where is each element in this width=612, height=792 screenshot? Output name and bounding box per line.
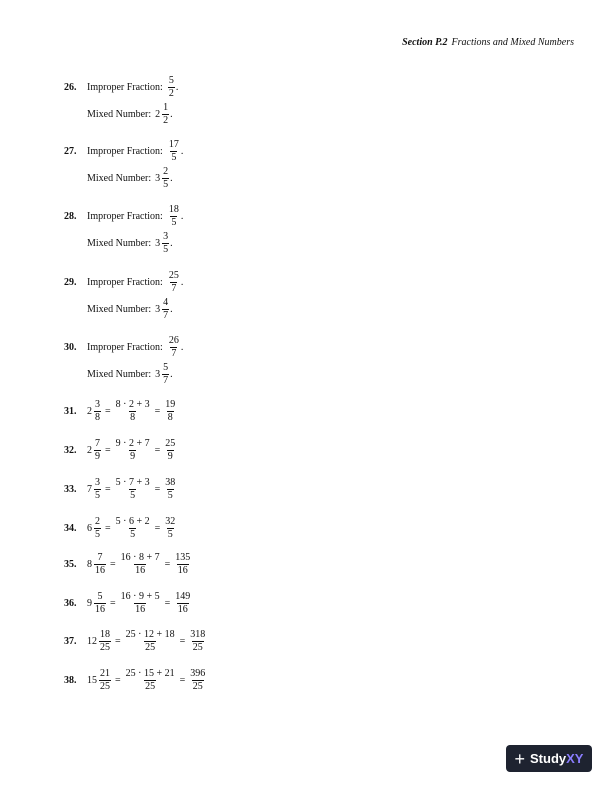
improper-fraction-numerator: 25 (168, 270, 179, 281)
mixed-fraction (162, 103, 169, 126)
expression-fraction (115, 478, 151, 501)
expression-fraction-numerator: 25 · 15 + 21 (125, 668, 175, 679)
improper-fraction (168, 271, 180, 294)
improper-fraction-line (87, 205, 183, 228)
equals-sign: = (154, 445, 161, 456)
mixed-fraction (94, 517, 101, 540)
problem-number: 27. (64, 146, 77, 157)
equals-sign: = (164, 559, 171, 570)
problem-number: 34. (64, 523, 77, 534)
problem-number: 30. (64, 342, 77, 353)
mixed-whole: 8 (87, 559, 92, 570)
mixed-fraction-numerator: 4 (163, 297, 169, 308)
improper-fraction-denominator: 7 (171, 283, 177, 294)
mixed-fraction (162, 167, 169, 190)
result-fraction-denominator: 5 (167, 490, 173, 501)
problem-number: 35. (64, 559, 77, 570)
mixed-fraction-denominator: 2 (163, 115, 169, 126)
mixed-fraction-denominator: 7 (163, 310, 169, 321)
expression-fraction-denominator: 16 (135, 565, 146, 576)
result-fraction-denominator: 25 (192, 642, 203, 653)
equals-sign: = (110, 598, 116, 609)
mixed-fraction-denominator: 9 (95, 451, 100, 462)
result-fraction-denominator: 25 (192, 681, 203, 692)
expression-fraction-denominator: 16 (135, 604, 146, 615)
period: . (175, 82, 179, 93)
mixed-label: Mixed Number: (87, 173, 152, 184)
mixed-whole: 9 (87, 598, 92, 609)
mixed-fraction-numerator: 7 (97, 552, 103, 563)
mixed-label: Mixed Number: (87, 109, 152, 120)
expression-fraction-numerator: 5 · 7 + 3 (115, 477, 150, 488)
result-fraction-numerator: 396 (190, 668, 206, 679)
equals-sign: = (154, 406, 161, 417)
result-fraction (164, 400, 176, 423)
conversion-equation (87, 439, 177, 462)
result-fraction (164, 439, 176, 462)
result-fraction-numerator: 25 (165, 438, 176, 449)
mixed-fraction-denominator: 16 (95, 604, 105, 615)
period: . (180, 211, 184, 222)
problem-number: 37. (64, 636, 77, 647)
problem-number: 36. (64, 598, 77, 609)
result-fraction-numerator: 149 (175, 591, 191, 602)
improper-fraction (168, 76, 175, 99)
mixed-fraction (94, 478, 101, 501)
mixed-whole: 3 (155, 304, 161, 315)
equals-sign: = (105, 523, 111, 534)
mixed-number-line (87, 167, 173, 190)
mixed-whole: 15 (87, 675, 97, 686)
mixed-fraction-denominator: 25 (100, 642, 110, 653)
mixed-fraction (94, 439, 101, 462)
mixed-fraction-numerator: 18 (100, 629, 110, 640)
mixed-fraction-numerator: 5 (163, 362, 169, 373)
equals-sign: = (105, 406, 111, 417)
mixed-whole: 3 (155, 238, 161, 249)
expression-fraction-numerator: 25 · 12 + 18 (125, 629, 175, 640)
equals-sign: = (110, 559, 116, 570)
expression-fraction-denominator: 8 (130, 412, 136, 423)
expression-fraction-numerator: 5 · 6 + 2 (115, 516, 150, 527)
improper-fraction (168, 336, 180, 359)
mixed-whole: 12 (87, 636, 97, 647)
expression-fraction (115, 517, 151, 540)
result-fraction-numerator: 19 (165, 399, 176, 410)
expression-fraction-denominator: 5 (130, 529, 136, 540)
improper-fraction-line (87, 76, 178, 99)
improper-fraction (168, 205, 180, 228)
expression-fraction-denominator: 25 (145, 642, 156, 653)
period: . (170, 369, 173, 380)
improper-label: Improper Fraction: (87, 211, 163, 222)
mixed-number-line (87, 232, 173, 255)
conversion-equation (87, 630, 207, 653)
conversion-equation (87, 478, 177, 501)
mixed-fraction-numerator: 1 (163, 102, 169, 113)
expression-fraction (125, 669, 176, 692)
conversion-equation (87, 592, 192, 615)
equals-sign: = (154, 523, 161, 534)
improper-fraction-numerator: 17 (168, 139, 179, 150)
expression-fraction (125, 630, 176, 653)
studyxy-logo (506, 745, 592, 772)
improper-label: Improper Fraction: (87, 82, 163, 93)
expression-fraction (115, 439, 151, 462)
result-fraction (174, 553, 191, 576)
mixed-fraction-denominator: 7 (163, 375, 169, 386)
mixed-fraction (94, 592, 106, 615)
mixed-label: Mixed Number: (87, 369, 152, 380)
expression-fraction-denominator: 9 (130, 451, 136, 462)
equals-sign: = (179, 636, 186, 647)
expression-fraction-numerator: 8 · 2 + 3 (115, 399, 150, 410)
period: . (180, 146, 184, 157)
mixed-fraction-numerator: 5 (97, 591, 103, 602)
improper-fraction-denominator: 7 (171, 348, 177, 359)
improper-fraction-denominator: 5 (171, 152, 177, 163)
mixed-fraction-numerator: 7 (95, 438, 100, 449)
mixed-whole: 3 (155, 173, 161, 184)
mixed-number-line (87, 103, 173, 126)
improper-fraction-line (87, 336, 183, 359)
mixed-fraction-denominator: 5 (95, 529, 100, 540)
expression-fraction-numerator: 9 · 2 + 7 (115, 438, 150, 449)
result-fraction-denominator: 8 (167, 412, 173, 423)
equals-sign: = (105, 445, 111, 456)
mixed-fraction-denominator: 25 (100, 681, 110, 692)
equals-sign: = (154, 484, 161, 495)
plus-icon: + (514, 748, 526, 769)
expression-fraction-denominator: 25 (145, 681, 156, 692)
mixed-fraction-numerator: 3 (163, 231, 169, 242)
period: . (170, 109, 173, 120)
mixed-fraction (162, 232, 169, 255)
expression-fraction-numerator: 16 · 9 + 5 (120, 591, 160, 602)
expression-fraction (115, 400, 151, 423)
mixed-label: Mixed Number: (87, 304, 152, 315)
section-title: Fractions and Mixed Numbers (451, 37, 574, 48)
mixed-number-line (87, 298, 173, 321)
mixed-whole: 2 (87, 406, 92, 417)
improper-fraction-numerator: 26 (168, 335, 179, 346)
period: . (180, 342, 184, 353)
result-fraction-numerator: 135 (175, 552, 191, 563)
mixed-number-line (87, 363, 173, 386)
section-number: Section P.2 (402, 37, 448, 48)
period: . (180, 277, 184, 288)
improper-fraction-line (87, 271, 183, 294)
mixed-fraction (99, 669, 111, 692)
expression-fraction (120, 592, 161, 615)
problem-number: 28. (64, 211, 77, 222)
problem-number: 29. (64, 277, 77, 288)
conversion-equation (87, 517, 177, 540)
equals-sign: = (115, 636, 121, 647)
mixed-fraction-numerator: 3 (95, 399, 100, 410)
result-fraction (164, 517, 176, 540)
conversion-equation (87, 553, 192, 576)
result-fraction-numerator: 32 (165, 516, 176, 527)
mixed-label: Mixed Number: (87, 238, 152, 249)
mixed-fraction-numerator: 21 (100, 668, 110, 679)
equals-sign: = (105, 484, 111, 495)
expression-fraction-denominator: 5 (130, 490, 136, 501)
result-fraction (174, 592, 191, 615)
mixed-fraction-denominator: 5 (163, 244, 169, 255)
result-fraction-denominator: 5 (167, 529, 173, 540)
mixed-fraction-numerator: 2 (163, 166, 169, 177)
logo-text-xy: XY (566, 751, 584, 766)
mixed-fraction (94, 400, 101, 423)
equals-sign: = (164, 598, 171, 609)
equals-sign: = (179, 675, 186, 686)
improper-fraction-numerator: 18 (168, 204, 179, 215)
expression-fraction-numerator: 16 · 8 + 7 (120, 552, 160, 563)
mixed-whole: 2 (87, 445, 92, 456)
page-header (402, 37, 574, 48)
mixed-whole: 3 (155, 369, 161, 380)
improper-label: Improper Fraction: (87, 146, 163, 157)
problem-number: 31. (64, 406, 77, 417)
result-fraction-numerator: 318 (190, 629, 206, 640)
mixed-fraction (162, 363, 169, 386)
result-fraction-numerator: 38 (165, 477, 176, 488)
result-fraction (189, 669, 206, 692)
result-fraction-denominator: 9 (167, 451, 173, 462)
mixed-whole: 6 (87, 523, 92, 534)
conversion-equation (87, 669, 207, 692)
conversion-equation (87, 400, 177, 423)
result-fraction-denominator: 16 (177, 565, 188, 576)
mixed-whole: 7 (87, 484, 92, 495)
improper-fraction (168, 140, 180, 163)
mixed-fraction (94, 553, 106, 576)
result-fraction (164, 478, 176, 501)
mixed-fraction (162, 298, 169, 321)
result-fraction (189, 630, 206, 653)
mixed-fraction-numerator: 2 (95, 516, 100, 527)
problem-number: 38. (64, 675, 77, 686)
logo-text-study: Study (530, 751, 567, 766)
mixed-fraction-numerator: 3 (95, 477, 100, 488)
equals-sign: = (115, 675, 121, 686)
mixed-fraction (99, 630, 111, 653)
improper-fraction-numerator: 5 (168, 75, 174, 86)
expression-fraction (120, 553, 161, 576)
mixed-whole: 2 (155, 109, 161, 120)
result-fraction-denominator: 16 (177, 604, 188, 615)
improper-fraction-denominator: 2 (168, 88, 174, 99)
improper-label: Improper Fraction: (87, 342, 163, 353)
improper-fraction-denominator: 5 (171, 217, 177, 228)
period: . (170, 238, 173, 249)
improper-label: Improper Fraction: (87, 277, 163, 288)
period: . (170, 304, 173, 315)
problem-number: 26. (64, 82, 77, 93)
problem-number: 33. (64, 484, 77, 495)
period: . (170, 173, 173, 184)
mixed-fraction-denominator: 16 (95, 565, 105, 576)
mixed-fraction-denominator: 8 (95, 412, 100, 423)
problem-number: 32. (64, 445, 77, 456)
mixed-fraction-denominator: 5 (163, 179, 169, 190)
improper-fraction-line (87, 140, 183, 163)
mixed-fraction-denominator: 5 (95, 490, 100, 501)
